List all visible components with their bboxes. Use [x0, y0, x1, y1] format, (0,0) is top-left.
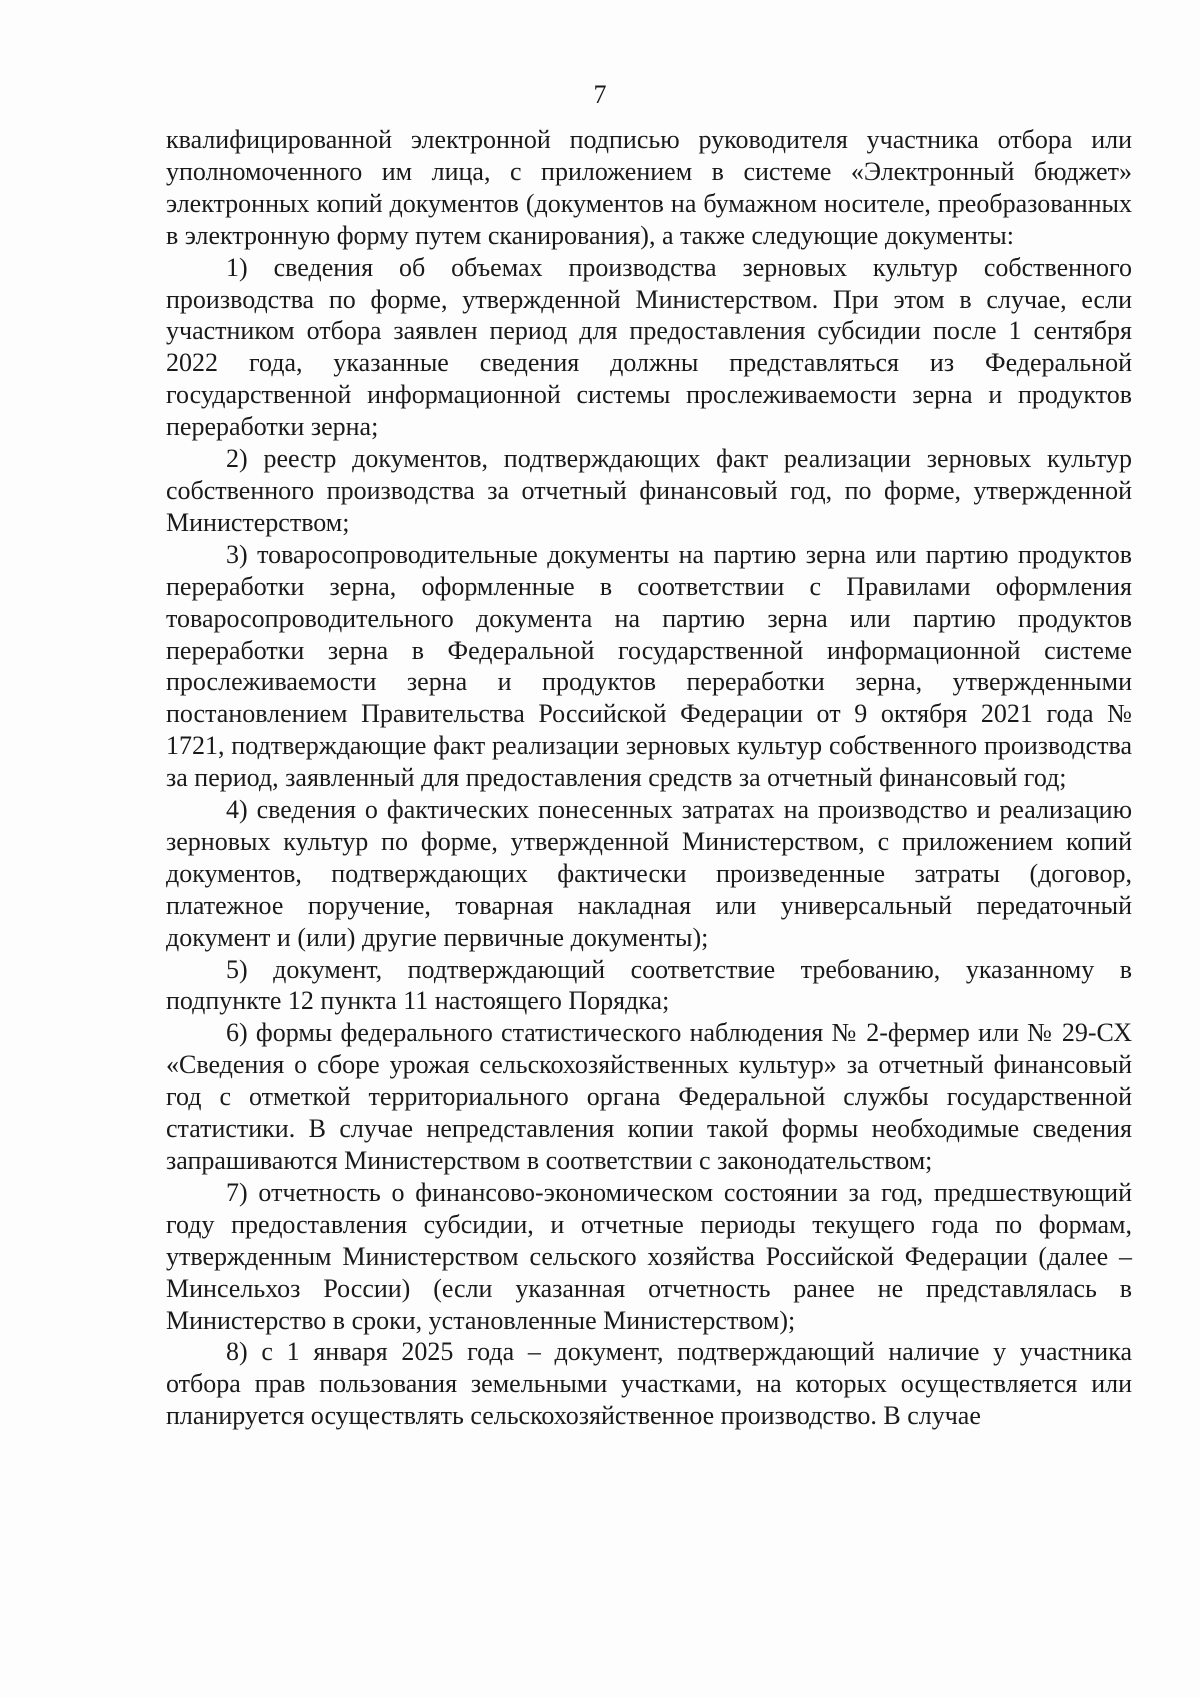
page-number: 7: [593, 80, 607, 109]
list-item-8: 8) с 1 января 2025 года – документ, подтверждающий наличие у участника отбора прав пользования земельными участками, на которых осуществляется или планируется осуществлять сельскохозяйственное производство. В случае: [166, 1337, 1132, 1431]
list-item-7: 7) отчетность о финансово-экономическом состоянии за год, предшествующий году предоставления субсидии, и отчетные периоды текущего года по формам, утвержденным Министерством сельского хозяйства Российской Федерации (далее – Минсельхоз России) (если указанная отчетность ранее не представлялась в Министерство в сроки, установленные Министерством);: [166, 1177, 1132, 1335]
document-body: [166, 124, 1132, 1432]
paragraph-continuation: квалифицированной электронной подписью руководителя участника отбора или уполномоченного им лица, с приложением в системе «Электронный бюджет» электронных копий документов (документов на бумажном носителе, преобразованных в электронную форму путем сканирования), а также следующие документы:: [166, 125, 1132, 250]
list-item-3: 3) товаросопроводительные документы на партию зерна или партию продуктов переработки зерна, оформленные в соответствии с Правилами оформления товаросопроводительного документа на партию зерна или партию продуктов переработки зерна в Федеральной государственной информационной системе прослеживаемости зерна и продуктов переработки зерна, утвержденными постановлением Правительства Российской Федерации от 9 октября 2021 года № 1721, подтверждающие факт реализации зерновых культур собственного производства за период, заявленный для предоставления средств за отчетный финансовый год;: [166, 539, 1132, 793]
list-item-4: 4) сведения о фактических понесенных затратах на производство и реализацию зерновых культур по форме, утвержденной Министерством, с приложением копий документов, подтверждающих фактически произведенные затраты (договор, платежное поручение, товарная накладная или универсальный передаточный документ и (или) другие первичные документы);: [166, 795, 1132, 952]
list-item-6: 6) формы федерального статистического наблюдения № 2-фермер или № 29-СХ «Сведения о сборе урожая сельскохозяйственных культур» за отчетный финансовый год с отметкой территориального органа Федеральной службы государственной статистики. В случае непредставления копии такой формы необходимые сведения запрашиваются Министерством в соответствии с законодательством;: [166, 1018, 1132, 1175]
list-item-2: 2) реестр документов, подтверждающих факт реализации зерновых культур собственного производства за отчетный финансовый год, по форме, утвержденной Министерством;: [166, 444, 1132, 537]
list-item-5: 5) документ, подтверждающий соответствие требованию, указанному в подпункте 12 пункта 11 настоящего Порядка;: [166, 954, 1132, 1016]
list-item-1: 1) сведения об объемах производства зерновых культур собственного производства по форме, утвержденной Министерством. При этом в случае, если участником отбора заявлен период для предоставления субсидии после 1 сентября 2022 года, указанные сведения должны представляться из Федеральной государственной информационной системы прослеживаемости зерна и продуктов переработки зерна;: [166, 252, 1132, 442]
